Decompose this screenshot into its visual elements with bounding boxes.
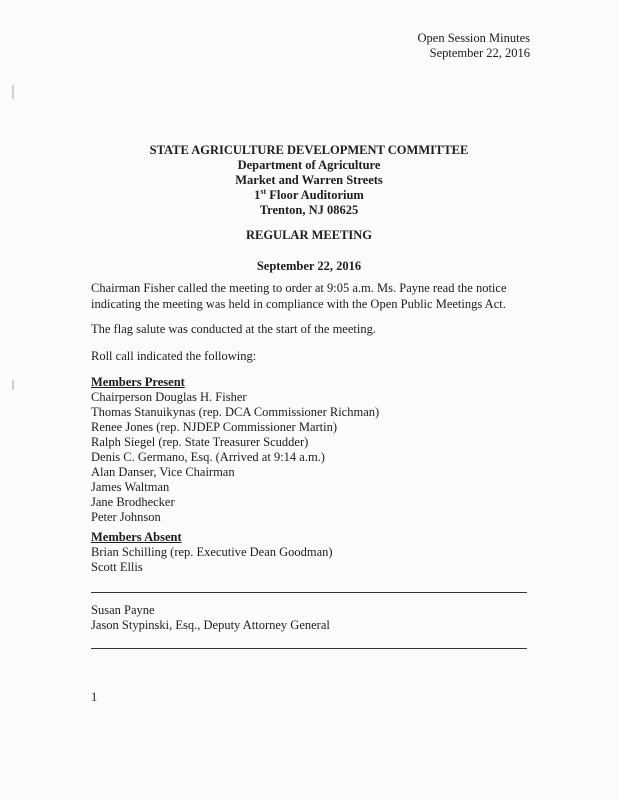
flag-salute-paragraph: The flag salute was conducted at the start of the meeting. (91, 322, 376, 336)
list-item: Jane Brodhecker (91, 495, 175, 509)
list-item: Alan Danser, Vice Chairman (91, 465, 235, 479)
divider (91, 592, 527, 593)
list-item: Scott Ellis (91, 560, 143, 574)
street-address: Market and Warren Streets (235, 173, 383, 187)
city-address: Trenton, NJ 08625 (259, 203, 359, 217)
meeting-date: September 22, 2016 (256, 259, 362, 273)
staff-list (91, 603, 330, 633)
floor-ordinal: st (260, 186, 267, 196)
floor-location (0, 188, 618, 203)
list-item: Ralph Siegel (rep. State Treasurer Scudder) (91, 435, 309, 449)
page-number: 1 (91, 690, 98, 704)
list-item: Renee Jones (rep. NJDEP Commissioner Martin) (91, 420, 338, 434)
department-name: Department of Agriculture (237, 158, 381, 172)
meeting-type: REGULAR MEETING (245, 228, 373, 242)
scan-mark (12, 85, 14, 99)
header-date: September 22, 2016 (429, 46, 530, 60)
call-to-order-paragraph: Chairman Fisher called the meeting to order at 9:05 a.m. Ms. Payne read the notice indicating the meeting was held in compliance with the Open Public Meetings Act. (91, 281, 507, 311)
committee-name: STATE AGRICULTURE DEVELOPMENT COMMITTEE (149, 143, 469, 157)
members-absent-heading: Members Absent (91, 530, 182, 544)
members-present-heading: Members Present (91, 375, 185, 389)
list-item: Peter Johnson (91, 510, 161, 524)
list-item: James Waltman (91, 480, 170, 494)
members-present-list (91, 375, 379, 525)
list-item: Chairperson Douglas H. Fisher (91, 390, 247, 404)
floor-number: 1 (254, 188, 261, 202)
floor-label: Floor Auditorium (266, 188, 364, 202)
roll-call-paragraph: Roll call indicated the following: (91, 349, 257, 363)
list-item: Denis C. Germano, Esq. (Arrived at 9:14 a.m.) (91, 450, 325, 464)
running-header (418, 31, 531, 61)
list-item: Thomas Stanuikynas (rep. DCA Commissioner Richman) (91, 405, 380, 419)
list-item: Brian Schilling (rep. Executive Dean Goodman) (91, 545, 333, 559)
scan-mark (12, 380, 14, 390)
list-item: Jason Stypinski, Esq., Deputy Attorney General (91, 618, 330, 632)
members-absent-list (91, 530, 333, 575)
divider (91, 648, 527, 649)
list-item: Susan Payne (91, 603, 155, 617)
header-title: Open Session Minutes (417, 31, 530, 45)
title-block (0, 143, 618, 218)
